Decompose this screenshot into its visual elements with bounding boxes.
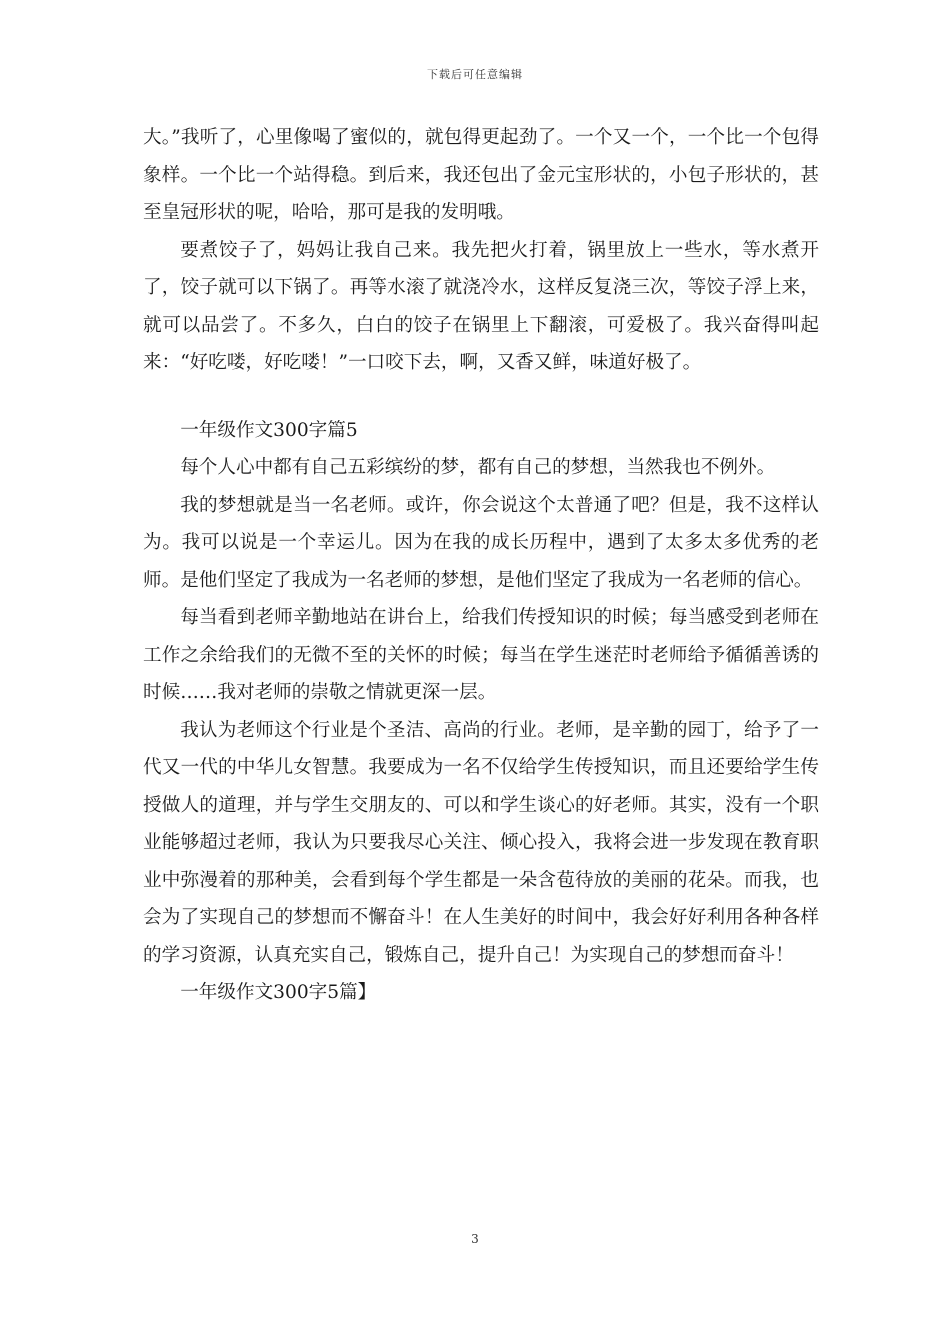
body-paragraph: 每当看到老师辛勤地站在讲台上，给我们传授知识的时候；每当感受到老师在工作之余给我们的无微不至的关怀的时候；每当在学生迷茫时老师给予循循善诱的时候……我对老师的崇敬之情就更深一层。 <box>143 607 819 703</box>
section-heading: 一年级作文300字篇5 <box>180 419 358 441</box>
page-header: 下载后可任意编辑 <box>427 68 523 81</box>
body-paragraph: 每个人心中都有自己五彩缤纷的梦，都有自己的梦想，当然我也不例外。 <box>180 457 776 478</box>
document-body <box>143 119 819 1012</box>
section-spacer <box>143 382 819 412</box>
closing-line: 一年级作文300字5篇】 <box>180 982 377 1003</box>
page-number: 3 <box>471 1232 479 1246</box>
body-paragraph: 我的梦想就是当一名老师。或许，你会说这个太普通了吧？但是，我不这样认为。我可以说是一个幸运儿。因为在我的成长历程中，遇到了太多太多优秀的老师。是他们坚定了我成为一名老师的梦想，是他们坚定了我成为一名老师的信心。 <box>143 494 819 591</box>
body-paragraph: 要煮饺子了，妈妈让我自己来。我先把火打着，锅里放上一些水，等水煮开了，饺子就可以下锅了。再等水滚了就浇冷水，这样反复浇三次，等饺子浮上来，就可以品尝了。不多久，白白的饺子在锅里上下翻滚，可爱极了。我兴奋得叫起来：“好吃喽，好吃喽！”一口咬下去，啊，又香又鲜，味道好极了。 <box>143 239 819 373</box>
body-paragraph: 我认为老师这个行业是个圣洁、高尚的行业。老师，是辛勤的园丁，给予了一代又一代的中华儿女智慧。我要成为一名不仅给学生传授知识，而且还要给学生传授做人的道理，并与学生交朋友的、可以和学生谈心的好老师。其实，没有一个职业能够超过老师，我认为只要我尽心关注、倾心投入，我将会进一步发现在教育职业中弥漫着的那种美，会看到每个学生都是一朵含苞待放的美丽的花朵。而我，也会为了实现自己的梦想而不懈奋斗！在人生美好的时间中，我会好好利用各种各样的学习资源，认真充实自己，锻炼自己，提升自己！为实现自己的梦想而奋斗！ <box>143 719 819 966</box>
body-paragraph: 大。”我听了，心里像喝了蜜似的，就包得更起劲了。一个又一个，一个比一个包得象样。一个比一个站得稳。到后来，我还包出了金元宝形状的，小包子形状的，甚至皇冠形状的呢，哈哈，那可是我的发明哦。 <box>143 127 819 223</box>
